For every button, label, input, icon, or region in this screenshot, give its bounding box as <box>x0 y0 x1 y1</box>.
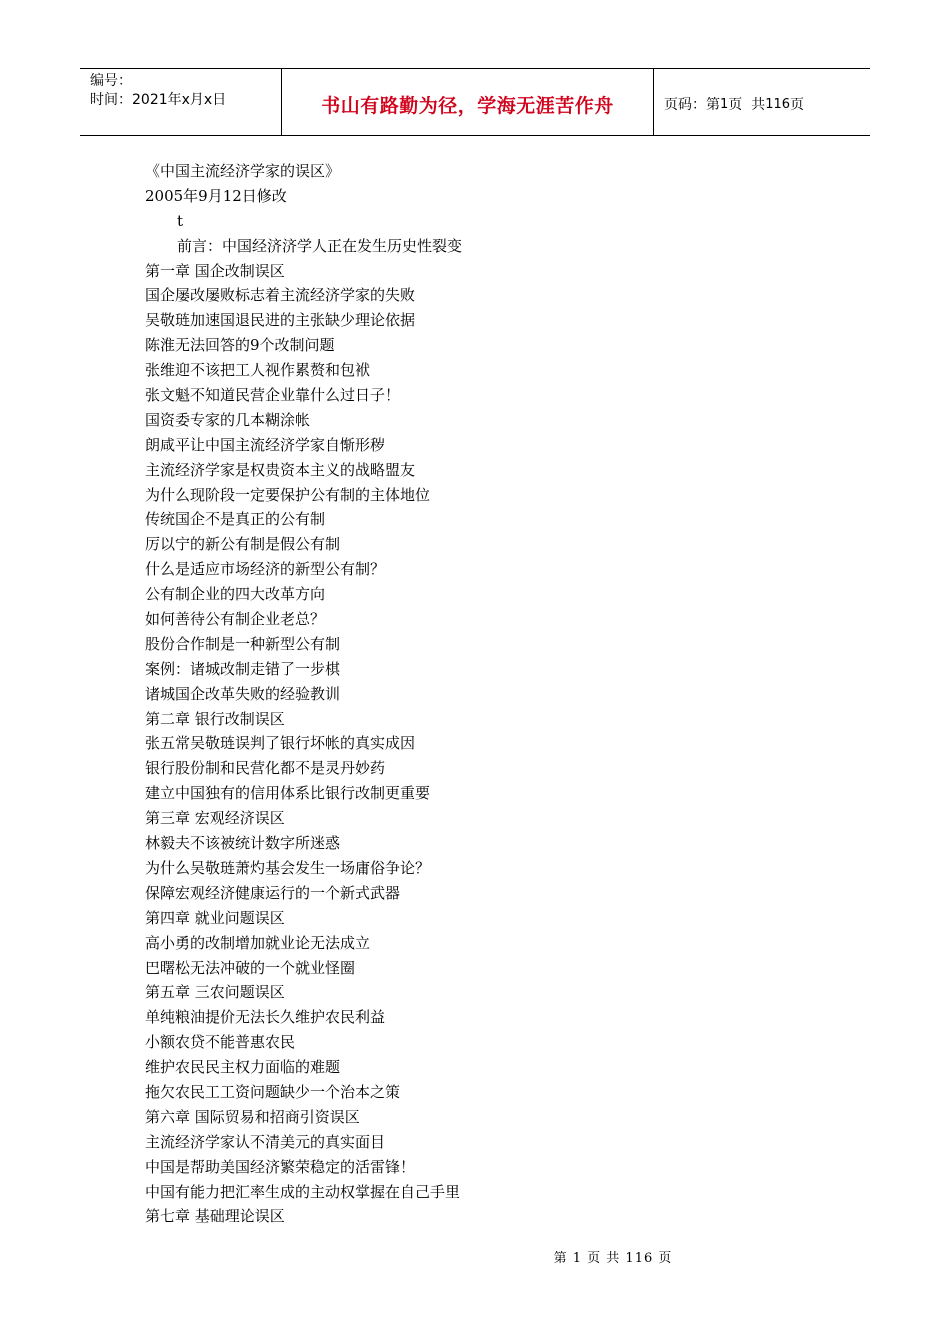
header-info-cell <box>80 69 282 135</box>
text-line: 吴敬琏加速国退民进的主张缺少理论依据 <box>145 311 416 330</box>
text-line: 传统国企不是真正的公有制 <box>145 510 326 529</box>
text-line: 中国是帮助美国经济繁荣稳定的活雷锋！ <box>145 1157 416 1176</box>
text-line: 国企屡改屡败标志着主流经济学家的失败 <box>145 286 416 305</box>
text-line: 前言：中国经济济学人正在发生历史性裂变 <box>177 236 463 255</box>
text-line: 第二章 银行改制误区 <box>145 709 285 728</box>
text-line: 如何善待公有制企业老总？ <box>145 610 326 629</box>
text-line: 案例：诸城改制走错了一步棋 <box>145 659 341 678</box>
time-label: 时间：2021年x月x日 <box>90 92 227 108</box>
text-line: 单纯粮油提价无法长久维护农民利益 <box>145 1008 386 1027</box>
text-line: 张五常吴敬琏误判了银行坏帐的真实成因 <box>145 734 416 753</box>
text-line: 陈淮无法回答的9个改制问题 <box>145 336 335 355</box>
text-line: 张维迎不该把工人视作累赘和包袱 <box>145 361 371 380</box>
text-line: t <box>177 211 184 230</box>
text-line: 第一章 国企改制误区 <box>145 261 285 280</box>
text-line: 小额农贷不能普惠农民 <box>145 1033 296 1052</box>
text-line: 第四章 就业问题误区 <box>145 908 285 927</box>
text-line: 拖欠农民工工资问题缺少一个治本之策 <box>145 1082 401 1101</box>
text-line: 巴曙松无法冲破的一个就业怪圈 <box>145 958 356 977</box>
text-line: 国资委专家的几本糊涂帐 <box>145 410 311 429</box>
motto-text: 书山有路勤为径，学海无涯苦作舟 <box>321 94 614 117</box>
page-suffix: 页 <box>790 97 805 113</box>
text-line: 第六章 国际贸易和招商引资误区 <box>145 1107 360 1126</box>
text-line: 第五章 三农问题误区 <box>145 983 285 1002</box>
text-line: 张文魁不知道民营企业靠什么过日子！ <box>145 386 401 405</box>
text-line: 高小勇的改制增加就业论无法成立 <box>145 933 371 952</box>
number-label: 编号： <box>90 73 132 89</box>
document-body <box>145 159 845 1229</box>
text-line: 维护农民民主权力面临的难题 <box>145 1058 341 1077</box>
page-header <box>80 68 870 136</box>
text-line: 第三章 宏观经济误区 <box>145 809 285 828</box>
page-footer: 第 1 页 共 116 页 <box>553 1251 673 1266</box>
text-line: 股份合作制是一种新型公有制 <box>145 634 341 653</box>
text-line: 2005年9月12日修改 <box>145 186 287 205</box>
text-line: 什么是适应市场经济的新型公有制？ <box>145 560 386 579</box>
page-prefix: 页码：第 <box>664 97 720 113</box>
text-line: 诸城国企改革失败的经验教训 <box>145 684 341 703</box>
text-line: 建立中国独有的信用体系比银行改制更重要 <box>145 784 431 803</box>
text-line: 公有制企业的四大改革方向 <box>145 585 326 604</box>
text-line: 为什么吴敬琏萧灼基会发生一场庸俗争论？ <box>145 858 431 877</box>
text-line: 为什么现阶段一定要保护公有制的主体地位 <box>145 485 431 504</box>
text-line: 保障宏观经济健康运行的一个新式武器 <box>145 883 401 902</box>
text-line: 林毅夫不该被统计数字所迷惑 <box>145 834 341 853</box>
text-line: 银行股份制和民营化都不是灵丹妙药 <box>145 759 386 778</box>
text-line: 朗咸平让中国主流经济学家自惭形秽 <box>145 435 386 454</box>
header-page-cell <box>654 69 870 135</box>
page-number: 1 <box>720 96 729 112</box>
text-line: 主流经济学家是权贵资本主义的战略盟友 <box>145 460 416 479</box>
page-mid: 页 共 <box>728 97 766 113</box>
text-line: 《中国主流经济学家的误区》 <box>145 162 341 180</box>
page-total: 116 <box>765 96 791 112</box>
header-motto-cell <box>282 69 654 135</box>
text-line: 中国有能力把汇率生成的主动权掌握在自己手里 <box>145 1182 461 1201</box>
text-line: 第七章 基础理论误区 <box>145 1207 285 1226</box>
text-line: 主流经济学家认不清美元的真实面目 <box>145 1132 386 1151</box>
text-line: 厉以宁的新公有制是假公有制 <box>145 535 341 554</box>
